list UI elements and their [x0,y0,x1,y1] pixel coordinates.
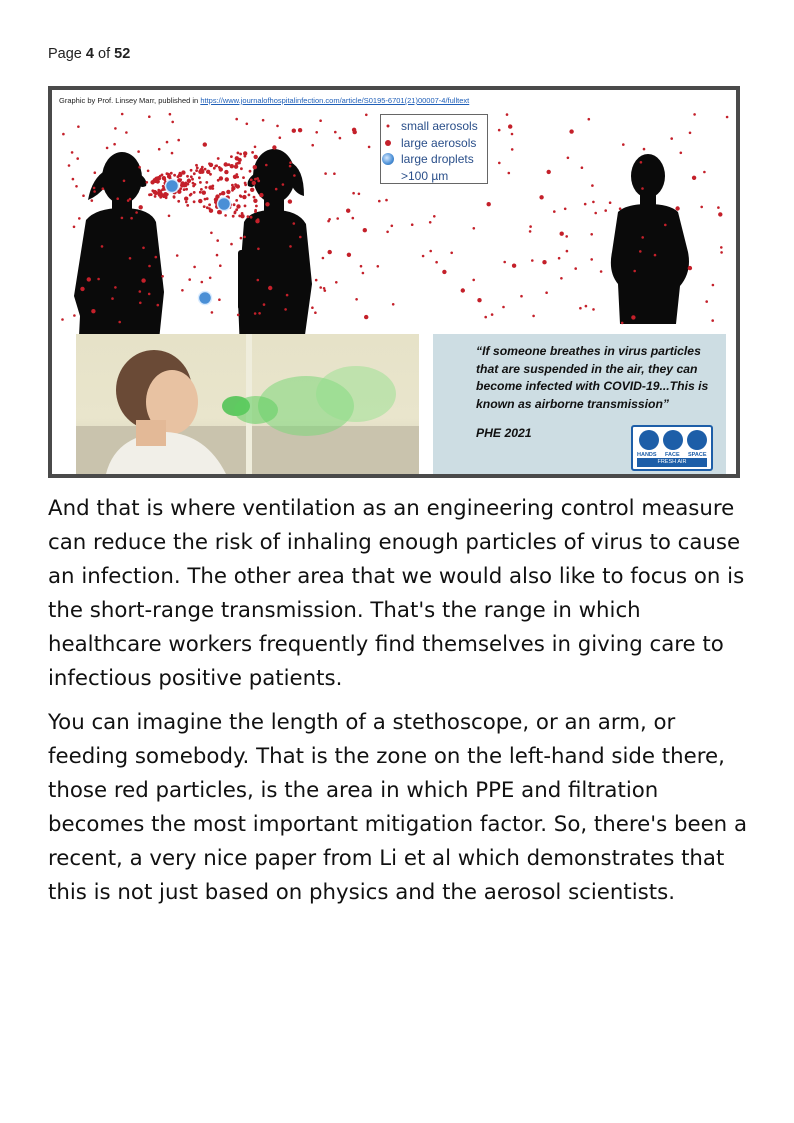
airborne-quote: “If someone breathes in virus particles that are suspended in the air, they can become infected with COVID-19...This is known as airborne transmission” [476,344,709,412]
exhalation-photo [76,334,419,474]
paragraph-2: You can imagine the length of a stethoscope, or an arm, or feeding somebody. That is the zone on the left-hand side there, those red particles, is the area in which PPE and filtration becomes the most important mitigation factor. So, there's been a recent, a very nice paper from Li et al which demonstrates that this is not just based on physics and the aerosol scientists. [48,710,748,905]
journal-link[interactable]: https://www.journalofhospitalinfection.com/article/S0195-6701(21)00007-4/fulltext [200,96,470,105]
right-person-silhouette [611,154,689,324]
fresh-air-label: FRESH AIR [637,458,707,467]
legend-large-aerosols: large aerosols [381,135,487,152]
legend [380,114,488,184]
photo-illustration [76,334,419,474]
aerosol-figure [48,86,740,478]
space-icon [687,430,707,450]
face-icon [663,430,683,450]
page-number: Page 4 of 52 [48,46,131,62]
small-dot-icon [387,125,390,128]
quote-panel [433,334,726,474]
large-dot-icon [385,140,391,146]
legend-large-droplets: large droplets [381,151,487,168]
legend-small-aerosols: small aerosols [381,118,487,135]
hands-face-space-sign: HANDS FACE SPACE FRESH AIR [631,425,713,471]
paragraph-1: And that is where ventilation as an engineering control measure can reduce the risk of inhaling enough particles of virus to cause an infection. The other area that we would also like to focus on is the short-range transmission. That's the range in which healthcare workers frequently find themselves in giving care to infectious positive patients. [48,496,745,691]
hands-icon [639,430,659,450]
middle-person-silhouette [238,149,312,350]
legend-droplet-size: >100 µm [401,168,449,183]
transcript-text [48,492,748,920]
droplet-icon [382,153,394,165]
quote-source: PHE 2021 [476,426,532,440]
figure-credit: Graphic by Prof. Linsey Marr, published in https://www.journalofhospitalinfection.com/article/S0195-6701(21)00007-4/fulltext [59,96,470,105]
